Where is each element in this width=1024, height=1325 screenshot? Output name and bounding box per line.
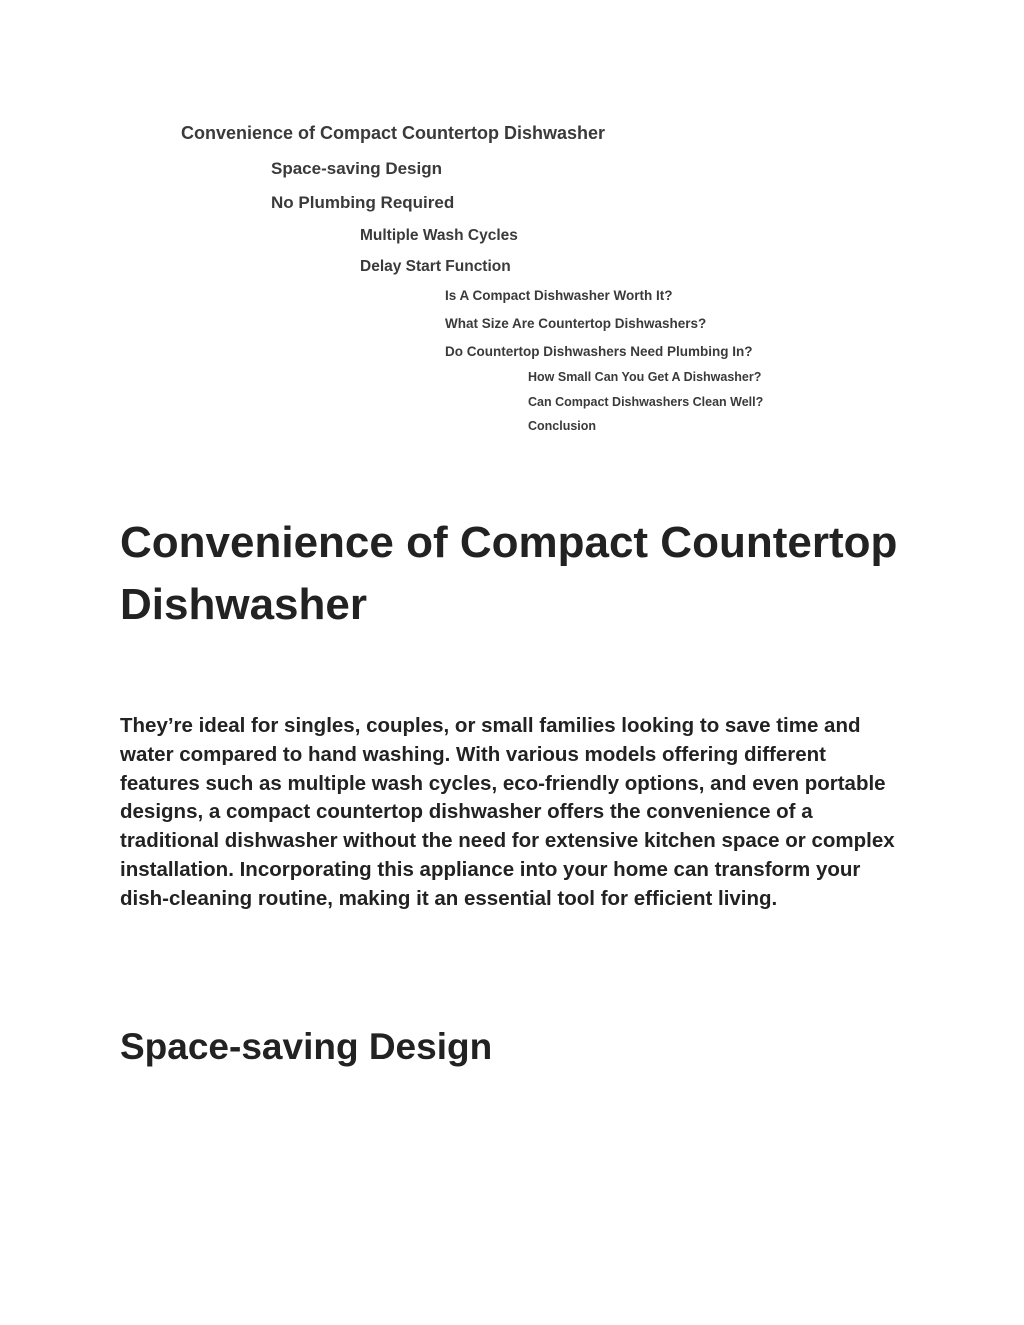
toc-link-clean-well[interactable]: Can Compact Dishwashers Clean Well? — [528, 395, 764, 409]
toc-link-worth-it[interactable]: Is A Compact Dishwasher Worth It? — [445, 288, 673, 303]
toc-link-space-saving-design[interactable]: Space-saving Design — [271, 159, 443, 178]
toc-link-how-small[interactable]: How Small Can You Get A Dishwasher? — [528, 370, 762, 384]
toc-link-need-plumbing[interactable]: Do Countertop Dishwashers Need Plumbing In? — [445, 344, 753, 359]
article-title: Convenience of Compact Countertop Dishwasher — [120, 518, 898, 629]
intro-paragraph: They’re ideal for singles, couples, or small families looking to save time and water compared to hand washing. With various models offering different features such as multiple wash cycles, eco-friendly options, and even portable designs, a compact countertop dishwasher offers the convenience of a traditional dishwasher without the need for extensive kitchen space or complex installation. Incorporating this appliance into your home can transform your dish-cleaning routine, making it an essential tool for efficient living. — [120, 714, 895, 910]
toc-link-convenience[interactable]: Convenience of Compact Countertop Dishwasher — [181, 123, 606, 143]
toc-link-delay-start-function[interactable]: Delay Start Function — [360, 258, 511, 275]
toc-link-no-plumbing-required[interactable]: No Plumbing Required — [271, 193, 455, 212]
section-heading-space-saving-design: Space-saving Design — [120, 1026, 493, 1067]
toc-link-conclusion[interactable]: Conclusion — [528, 419, 597, 433]
toc-link-what-size[interactable]: What Size Are Countertop Dishwashers? — [445, 316, 707, 331]
toc-link-multiple-wash-cycles[interactable]: Multiple Wash Cycles — [360, 227, 518, 244]
